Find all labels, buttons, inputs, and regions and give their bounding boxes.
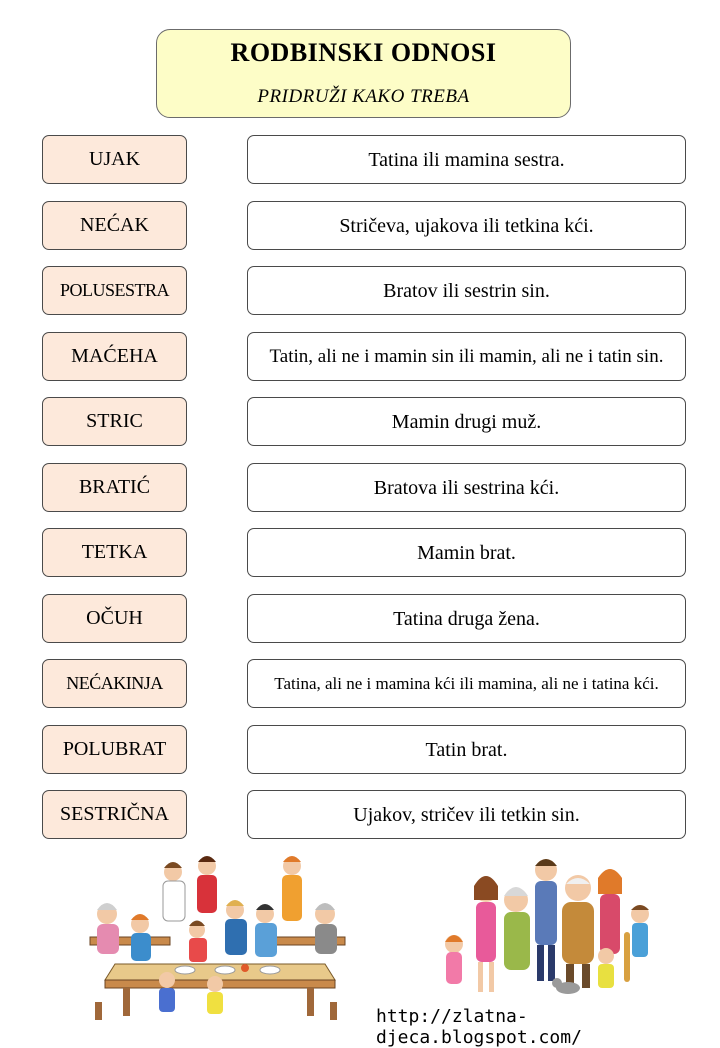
definition-card[interactable]: Bratova ili sestrina kći. [247,463,686,512]
source-url[interactable]: http://zlatna-djeca.blogspot.com/ [376,1006,582,1048]
term-card[interactable]: BRATIĆ [42,463,187,512]
term-card[interactable]: MAĆEHA [42,332,187,381]
family-group-illustration [438,852,658,1000]
definition-card[interactable]: Tatina, ali ne i mamina kći ili mamina, ali ne i tatina kći. [247,659,686,708]
definition-card[interactable]: Mamin drugi muž. [247,397,686,446]
definition-card[interactable]: Tatina ili mamina sestra. [247,135,686,184]
family-picnic-illustration [85,852,350,1022]
term-card[interactable]: STRIC [42,397,187,446]
term-card[interactable]: UJAK [42,135,187,184]
term-card[interactable]: NEĆAK [42,201,187,250]
definition-card[interactable]: Tatin, ali ne i mamin sin ili mamin, ali ne i tatin sin. [247,332,686,381]
page-title: RODBINSKI ODNOSI [230,38,497,67]
page-subtitle: PRIDRUŽI KAKO TREBA [257,86,470,107]
definition-card[interactable]: Mamin brat. [247,528,686,577]
term-card[interactable]: SESTRIČNA [42,790,187,839]
definition-card[interactable]: Tatina druga žena. [247,594,686,643]
definition-card[interactable]: Bratov ili sestrin sin. [247,266,686,315]
definition-card[interactable]: Stričeva, ujakova ili tetkina kći. [247,201,686,250]
definition-card[interactable]: Tatin brat. [247,725,686,774]
term-card[interactable]: TETKA [42,528,187,577]
term-card[interactable]: POLUBRAT [42,725,187,774]
term-card[interactable]: POLUSESTRA [42,266,187,315]
term-card[interactable]: NEĆAKINJA [42,659,187,708]
title-box [156,29,571,118]
term-card[interactable]: OČUH [42,594,187,643]
definition-card[interactable]: Ujakov, stričev ili tetkin sin. [247,790,686,839]
